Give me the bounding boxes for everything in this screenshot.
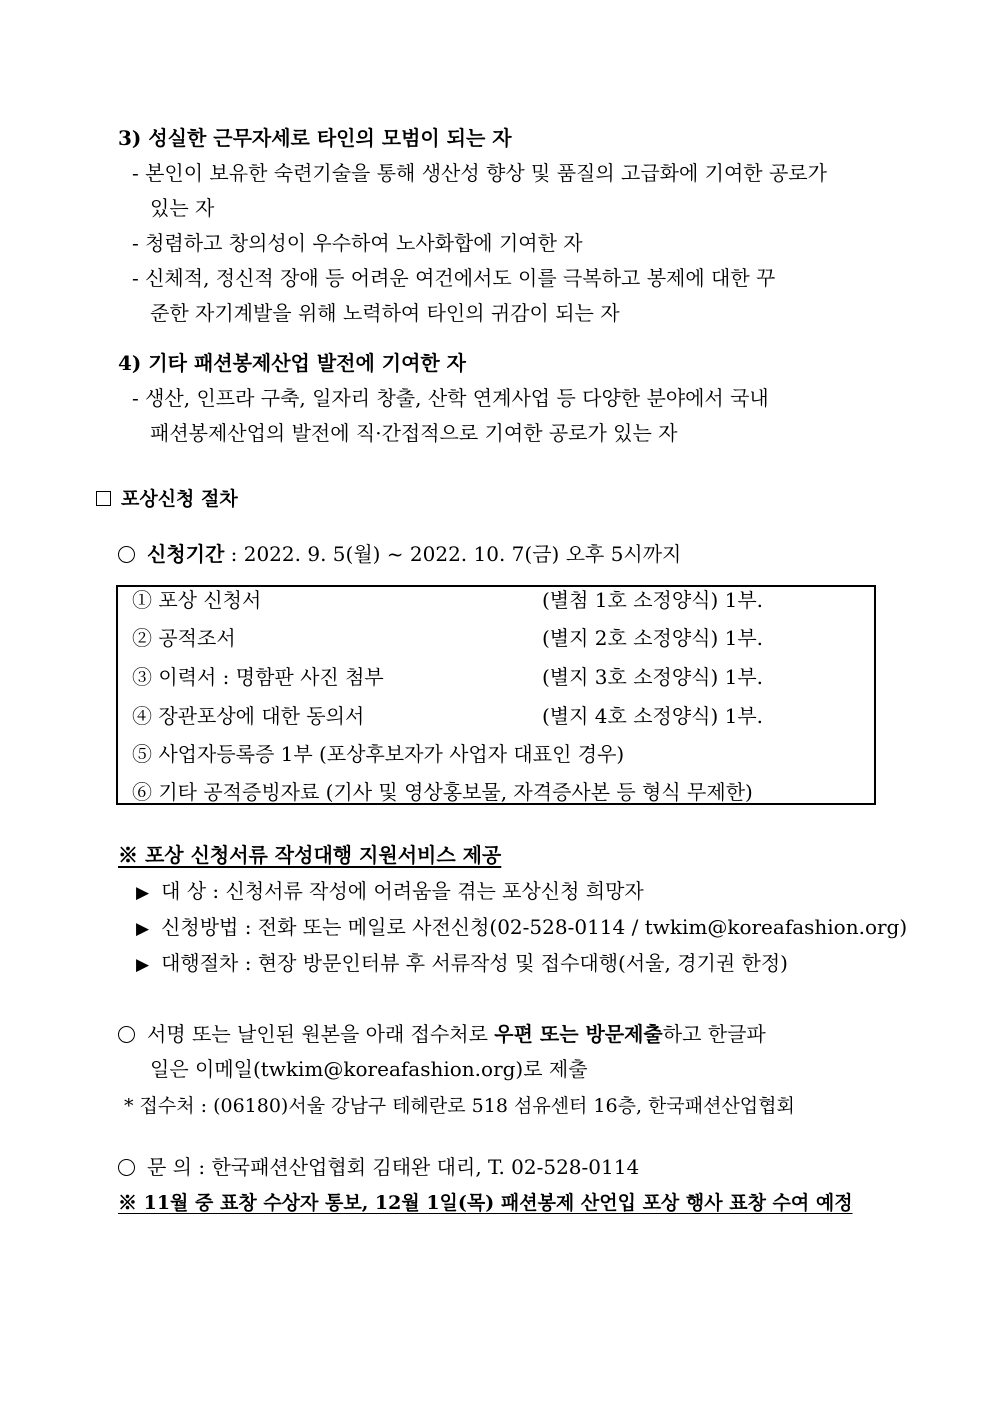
section3-heading: 3) 성실한 근무자세로 타인의 모범이 되는 자 — [118, 126, 512, 150]
submission-line1 — [118, 1021, 766, 1047]
checkbox-square-icon — [96, 491, 111, 506]
period-value: : 2022. 9. 5(월) ~ 2022. 10. 7(금) 오후 5시까지 — [224, 542, 682, 566]
circle-bullet-icon — [118, 1026, 135, 1043]
document-row — [132, 625, 764, 651]
section3-bullet1-line2: 있는 자 — [150, 196, 215, 220]
section3-bullet2: - 청렴하고 창의성이 우수하여 노사화합에 기여한 자 — [132, 231, 583, 255]
submission-text-post: 하고 한글파 — [662, 1022, 766, 1046]
submission-text-pre: 서명 또는 날인된 원본을 아래 접수처로 — [147, 1022, 495, 1046]
triangle-bullet-icon: ▶ — [136, 883, 150, 903]
section4-heading: 4) 기타 패션봉제산업 발전에 기여한 자 — [118, 351, 466, 375]
circle-bullet-icon — [118, 546, 135, 563]
support-target-row — [136, 878, 644, 906]
support-process: 대행절차 : 현장 방문인터뷰 후 서류작성 및 접수대행(서울, 경기권 한정) — [161, 951, 788, 975]
award-notice: ※ 11월 중 표창 수상자 통보, 12월 1일(목) 패션봉제 산언입 포상 행사 표창 수여 예정 — [118, 1192, 853, 1214]
contact-row — [118, 1154, 639, 1180]
procedure-heading-row — [96, 486, 238, 512]
document-note: (별지 3호 소정양식) 1부. — [542, 665, 764, 689]
procedure-heading: 포상신청 절차 — [121, 488, 238, 510]
section3-bullet1-line1: - 본인이 보유한 숙련기술을 통해 생산성 향상 및 품질의 고급화에 기여한 공로가 — [132, 161, 827, 185]
period-label: 신청기간 — [147, 542, 225, 566]
support-target: 대 상 : 신청서류 작성에 어려움을 겪는 포상신청 희망자 — [161, 879, 644, 903]
document-row — [132, 741, 624, 767]
section4-bullet1-line1: - 생산, 인프라 구축, 일자리 창출, 산학 연계사업 등 다양한 분야에서 국내 — [132, 386, 769, 410]
section3-bullet3-line2: 준한 자기계발을 위해 노력하여 타인의 귀감이 되는 자 — [150, 301, 620, 325]
document-item: ⑤ 사업자등록증 1부 (포상후보자가 사업자 대표인 경우) — [132, 742, 625, 766]
document-note: (별지 4호 소정양식) 1부. — [542, 704, 764, 728]
submission-line2: 일은 이메일(twkim@koreafashion.org)로 제출 — [150, 1057, 588, 1081]
submission-address: * 접수처 : (06180)서울 강남구 테헤란로 518 섬유센터 16층, 한국패션산업협회 — [124, 1095, 795, 1117]
section3-bullet3-line1: - 신체적, 정신적 장애 등 어려운 여건에서도 이를 극복하고 봉제에 대한 꾸 — [132, 266, 776, 290]
support-method-row — [136, 914, 907, 942]
document-row — [132, 664, 764, 690]
triangle-bullet-icon: ▶ — [136, 955, 150, 975]
document-row — [132, 587, 764, 613]
triangle-bullet-icon: ▶ — [136, 919, 150, 939]
section4-bullet1-line2: 패션봉제산업의 발전에 직·간접적으로 기여한 공로가 있는 자 — [150, 421, 678, 445]
document-note: (별지 2호 소정양식) 1부. — [542, 626, 764, 650]
submission-method: 우편 또는 방문제출 — [494, 1022, 663, 1046]
document-item: ① 포상 신청서 — [132, 588, 262, 612]
document-item: ⑥ 기타 공적증빙자료 (기사 및 영상홍보물, 자격증사본 등 형식 무제한) — [132, 780, 753, 804]
support-heading: ※ 포상 신청서류 작성대행 지원서비스 제공 — [118, 843, 502, 867]
support-method: 신청방법 : 전화 또는 메일로 사전신청(02-528-0114 / twkim@koreafashion.org) — [161, 915, 908, 939]
support-process-row — [136, 950, 788, 978]
required-documents-box — [116, 585, 876, 805]
circle-bullet-icon — [118, 1159, 135, 1176]
document-row — [132, 779, 753, 805]
contact-info: 문 의 : 한국패션산업협회 김태완 대리, T. 02-528-0114 — [147, 1155, 640, 1179]
document-note: (별첨 1호 소정양식) 1부. — [542, 588, 764, 612]
application-period — [118, 541, 681, 567]
document-item: ④ 장관포상에 대한 동의서 — [132, 704, 365, 728]
document-item: ② 공적조서 — [132, 626, 236, 650]
document-item: ③ 이력서 : 명함판 사진 첨부 — [132, 665, 384, 689]
document-row — [132, 703, 764, 729]
